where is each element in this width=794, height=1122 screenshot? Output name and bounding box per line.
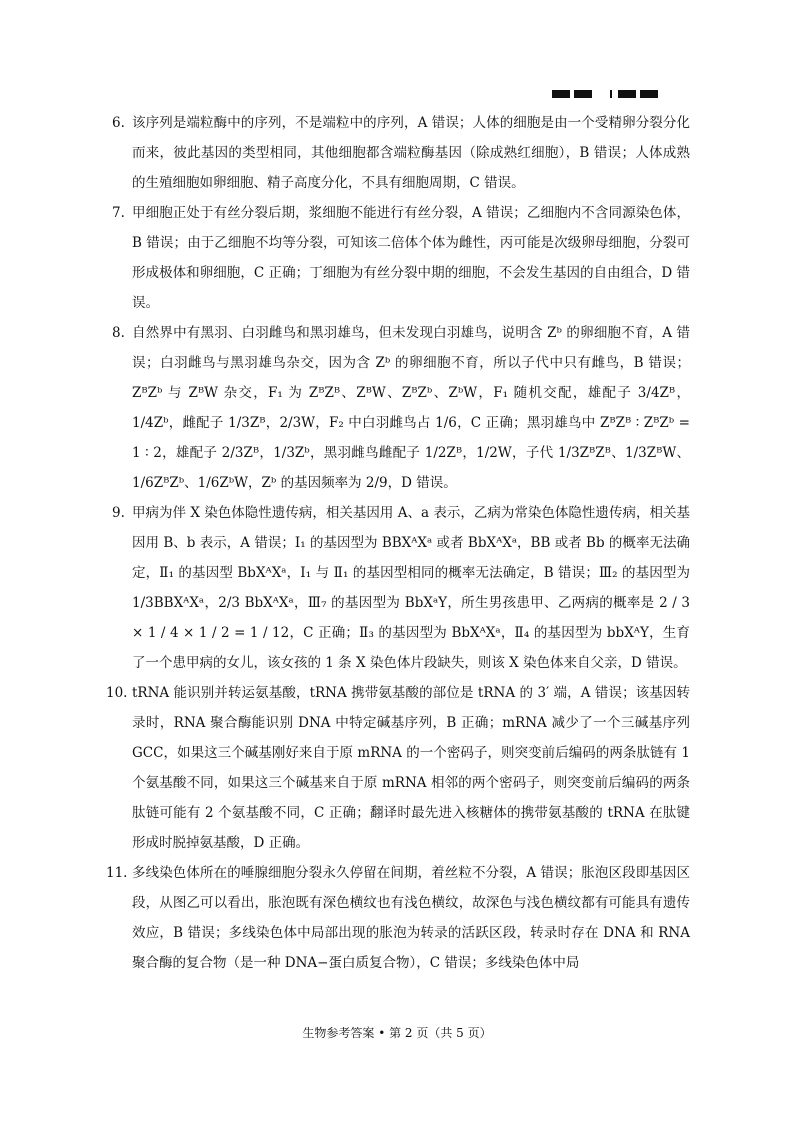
answer-item-8 [112, 318, 690, 498]
answer-item-10 [106, 678, 690, 858]
answer-item-7 [112, 198, 690, 318]
item-number: 9. [112, 505, 125, 521]
item-number: 6. [112, 115, 125, 131]
header-marks [552, 90, 662, 100]
answer-item-6 [112, 108, 690, 198]
item-text: 甲细胞正处于有丝分裂后期，浆细胞不能进行有丝分裂，A 错误；乙细胞内不含同源染色体，B 错误；由于乙细胞不均等分裂，可知该二倍体个体为雌性，丙可能是次级卵母细胞，分裂可形成极体和卵细胞，C 正确；丁细胞为有丝分裂中期的细胞，不会发生基因的自由组合，D 错误。 [132, 205, 690, 311]
item-text: 该序列是端粒酶中的序列，不是端粒中的序列，A 错误；人体的细胞是由一个受精卵分裂分化而来，彼此基因的类型相同，其他细胞都含端粒酶基因（除成熟红细胞），B 错误；人体成熟的生殖细胞如卵细胞、精子高度分化，不具有细胞周期，C 错误。 [132, 115, 690, 191]
item-text: tRNA 能识别并转运氨基酸，tRNA 携带氨基酸的部位是 tRNA 的 3′ 端，A 错误；该基因转录时，RNA 聚合酶能识别 DNA 中特定碱基序列，B 正确；mRNA 减少了一个三碱基序列 GCC，如果这三个碱基刚好来自于原 mRNA 的一个密码子，则突变前后编码的两条肽链有 1 个氨基酸不同，如果这三个碱基来自于原 mRNA 相邻的两个密码子，则突变前后编码的两条肽链可能有 2 个氨基酸不同，C 正确；翻译时最先进入核糖体的携带氨基酸的 tRNA 在肽键形成时脱掉氨基酸，D 正确。 [132, 685, 690, 851]
item-text: 多线染色体所在的唾腺细胞分裂永久停留在间期，着丝粒不分裂，A 错误；胀泡区段即基因区段，从图乙可以看出，胀泡既有深色横纹也有浅色横纹，故深色与浅色横纹都有可能具有遗传效应，B 错误；多线染色体中局部出现的胀泡为转录的活跃区段，转录时存在 DNA 和 RNA 聚合酶的复合物（是一种 DNA−蛋白质复合物），C 错误；多线染色体中局 [132, 865, 690, 971]
answer-item-9 [112, 498, 690, 678]
item-number: 10. [106, 685, 128, 701]
answer-content [106, 108, 690, 978]
item-number: 8. [112, 325, 125, 341]
item-number: 7. [112, 205, 125, 221]
item-text: 甲病为伴 X 染色体隐性遗传病，相关基因用 A、a 表示，乙病为常染色体隐性遗传病，相关基因用 B、b 表示，A 错误；Ⅰ₁ 的基因型为 BBXᴬXᵃ 或者 BbXᴬXᵃ，BB 或者 Bb 的概率无法确定，Ⅱ₁ 的基因型 BbXᴬXᵃ，Ⅰ₁ 与 Ⅱ₁ 的基因型相同的概率无法确定，B 错误；Ⅲ₂ 的基因型为 1/3BBXᴬXᵃ，2/3 BbXᴬXᵃ，Ⅲ₇ 的基因型为 BbXᵃY，所生男孩患甲、乙两病的概率是 2 / 3 × 1 / 4 × 1 / 2 = 1 / 12，C 正确；Ⅱ₃ 的基因型为 BbXᴬXᵃ，Ⅱ₄ 的基因型为 bbXᴬY，生育了一个患甲病的女儿，该女孩的 1 条 X 染色体片段缺失，则该 X 染色体来自父亲，D 错误。 [132, 505, 690, 671]
answer-item-11 [106, 858, 690, 978]
page-footer: 生物参考答案 • 第 2 页（共 5 页） [302, 1026, 492, 1040]
item-text: 自然界中有黑羽、白羽雌鸟和黑羽雄鸟，但未发现白羽雄鸟，说明含 Zᵇ 的卵细胞不育，A 错误；白羽雌鸟与黑羽雄鸟杂交，因为含 Zᵇ 的卵细胞不育，所以子代中只有雌鸟，B 错误；ZᴮZᵇ 与 ZᴮW 杂交，F₁ 为 ZᴮZᴮ、ZᴮW、ZᴮZᵇ、ZᵇW，F₁ 随机交配，雄配子 3/4Zᴮ，1/4Zᵇ，雌配子 1/3Zᴮ，2/3W，F₂ 中白羽雌鸟占 1/6，C 正确；黑羽雄鸟中 ZᴮZᴮ ∶ ZᴮZᵇ = 1 ∶ 2，雄配子 2/3Zᴮ，1/3Zᵇ，黑羽雌鸟雌配子 1/2Zᴮ，1/2W，子代 1/3ZᴮZᴮ、1/3ZᴮW、1/6ZᴮZᵇ、1/6ZᵇW，Zᵇ 的基因频率为 2/9，D 错误。 [132, 325, 690, 491]
item-number: 11. [106, 865, 128, 881]
